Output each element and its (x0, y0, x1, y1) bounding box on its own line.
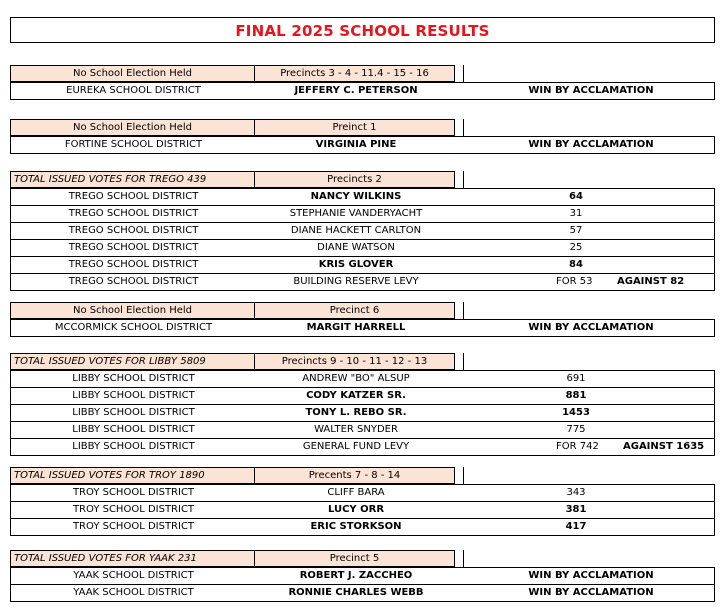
header-divider (463, 550, 464, 567)
table-row (11, 256, 714, 273)
district-cell: YAAK SCHOOL DISTRICT (73, 587, 194, 598)
candidate-cell: TONY L. REBO SR. (305, 407, 407, 418)
table-row (11, 205, 714, 222)
precinct-label: Precincts 2 (255, 171, 455, 188)
district-cell: TREGO SCHOOL DISTRICT (68, 259, 199, 270)
section-header (10, 467, 715, 484)
candidate-cell: NANCY WILKINS (310, 191, 402, 202)
header-divider (463, 467, 464, 484)
results-section (10, 467, 715, 536)
table-row (11, 438, 714, 455)
title-box (10, 17, 715, 43)
table-row (11, 404, 714, 421)
results-section (10, 302, 715, 337)
section-header (10, 171, 715, 188)
district-cell: EUREKA SCHOOL DISTRICT (66, 85, 201, 96)
votes-cell: 84 (569, 259, 583, 270)
votes-cell: 417 (565, 521, 587, 532)
header-label: No School Election Held (10, 302, 255, 319)
section-header (10, 65, 715, 82)
table-row (11, 421, 714, 438)
candidate-cell: GENERAL FUND LEVY (302, 441, 410, 452)
district-cell: LIBBY SCHOOL DISTRICT (72, 390, 195, 401)
candidate-cell: WALTER SNYDER (314, 424, 398, 435)
precinct-label: Precents 7 - 8 - 14 (255, 467, 455, 484)
levy-against-cell: AGAINST 1635 (623, 441, 705, 452)
votes-cell: 31 (569, 208, 583, 219)
candidate-cell: LUCY ORR (327, 504, 385, 515)
district-cell: TREGO SCHOOL DISTRICT (68, 208, 199, 219)
votes-cell: 25 (569, 242, 583, 253)
district-cell: FORTINE SCHOOL DISTRICT (64, 139, 203, 150)
table-row (11, 137, 714, 153)
district-cell: TROY SCHOOL DISTRICT (72, 487, 195, 498)
candidate-cell: RONNIE CHARLES WEBB (288, 587, 424, 598)
result-cell: WIN BY ACCLAMATION (528, 322, 654, 333)
table-row (11, 584, 714, 601)
results-section (10, 119, 715, 154)
votes-cell: 381 (565, 504, 587, 515)
district-cell: LIBBY SCHOOL DISTRICT (72, 424, 195, 435)
table-row (11, 273, 714, 290)
section-header (10, 550, 715, 567)
candidate-cell: ROBERT J. ZACCHEO (299, 570, 413, 581)
district-cell: YAAK SCHOOL DISTRICT (73, 570, 194, 581)
votes-cell: 64 (569, 191, 583, 202)
candidate-cell: KRIS GLOVER (318, 259, 394, 270)
precinct-label: Precinct 6 (255, 302, 455, 319)
section-rows (10, 484, 715, 536)
section-rows (10, 319, 715, 337)
precinct-label: Precinct 5 (255, 550, 455, 567)
votes-cell: 1453 (562, 407, 590, 418)
table-row (11, 371, 714, 387)
levy-for-cell: FOR 53 (556, 276, 593, 287)
district-cell: TROY SCHOOL DISTRICT (72, 521, 195, 532)
candidate-cell: MARGIT HARRELL (306, 322, 406, 333)
table-row (11, 387, 714, 404)
results-section (10, 171, 715, 291)
precinct-label: Precincts 3 - 4 - 11.4 - 15 - 16 (255, 65, 455, 82)
table-row (11, 568, 714, 584)
section-rows (10, 188, 715, 291)
header-divider (463, 119, 464, 136)
section-header (10, 119, 715, 136)
results-section (10, 550, 715, 602)
candidate-cell: DIANE WATSON (317, 242, 395, 253)
section-rows (10, 82, 715, 100)
votes-cell: 343 (566, 487, 586, 498)
levy-for-cell: FOR 742 (556, 441, 599, 452)
results-section (10, 65, 715, 100)
table-row (11, 320, 714, 336)
table-row (11, 501, 714, 518)
table-row (11, 189, 714, 205)
district-cell: TREGO SCHOOL DISTRICT (68, 191, 199, 202)
candidate-cell: ERIC STORKSON (310, 521, 402, 532)
precinct-label: Precincts 9 - 10 - 11 - 12 - 13 (255, 353, 455, 370)
section-header (10, 353, 715, 370)
header-divider (463, 65, 464, 82)
section-rows (10, 136, 715, 154)
page-title: FINAL 2025 SCHOOL RESULTS (235, 22, 490, 40)
candidate-cell: VIRGINIA PINE (315, 139, 397, 150)
header-label: TOTAL ISSUED VOTES FOR LIBBY 5809 (10, 353, 255, 370)
district-cell: LIBBY SCHOOL DISTRICT (72, 373, 195, 384)
table-row (11, 83, 714, 99)
table-row (11, 518, 714, 535)
votes-cell: 775 (566, 424, 586, 435)
candidate-cell: CLIFF BARA (327, 487, 385, 498)
candidate-cell: BUILDING RESERVE LEVY (293, 276, 419, 287)
result-cell: WIN BY ACCLAMATION (528, 139, 654, 150)
header-label: TOTAL ISSUED VOTES FOR TREGO 439 (10, 171, 255, 188)
district-cell: TREGO SCHOOL DISTRICT (68, 242, 199, 253)
section-rows (10, 567, 715, 602)
section-rows (10, 370, 715, 456)
votes-cell: 881 (565, 390, 587, 401)
section-header (10, 302, 715, 319)
candidate-cell: ANDREW "BO" ALSUP (302, 373, 410, 384)
result-cell: WIN BY ACCLAMATION (528, 85, 654, 96)
header-divider (463, 171, 464, 188)
header-label: TOTAL ISSUED VOTES FOR TROY 1890 (10, 467, 255, 484)
table-row (11, 239, 714, 256)
header-label: TOTAL ISSUED VOTES FOR YAAK 231 (10, 550, 255, 567)
result-cell: WIN BY ACCLAMATION (528, 587, 654, 598)
district-cell: LIBBY SCHOOL DISTRICT (72, 441, 195, 452)
header-label: No School Election Held (10, 65, 255, 82)
results-section (10, 353, 715, 456)
candidate-cell: JEFFERY C. PETERSON (294, 85, 418, 96)
header-divider (463, 353, 464, 370)
table-row (11, 222, 714, 239)
district-cell: LIBBY SCHOOL DISTRICT (72, 407, 195, 418)
district-cell: TREGO SCHOOL DISTRICT (68, 276, 199, 287)
district-cell: TREGO SCHOOL DISTRICT (68, 225, 199, 236)
header-divider (463, 302, 464, 319)
district-cell: MCCORMICK SCHOOL DISTRICT (54, 322, 213, 333)
result-cell: WIN BY ACCLAMATION (528, 570, 654, 581)
candidate-cell: CODY KATZER SR. (306, 390, 406, 401)
candidate-cell: DIANE HACKETT CARLTON (290, 225, 422, 236)
table-row (11, 485, 714, 501)
levy-against-cell: AGAINST 82 (617, 276, 685, 287)
district-cell: TROY SCHOOL DISTRICT (72, 504, 195, 515)
header-label: No School Election Held (10, 119, 255, 136)
votes-cell: 57 (569, 225, 583, 236)
votes-cell: 691 (566, 373, 586, 384)
candidate-cell: STEPHANIE VANDERYACHT (289, 208, 423, 219)
precinct-label: Preinct 1 (255, 119, 455, 136)
